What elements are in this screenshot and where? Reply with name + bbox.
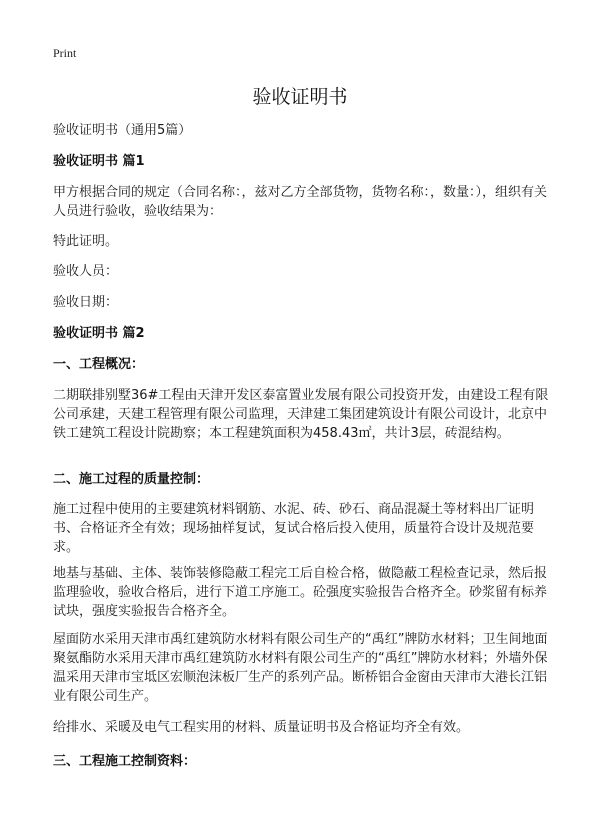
section-1-paragraph: 甲方根据合同的规定（合同名称：，兹对乙方全部货物，货物名称：，数量：），组织有关人员进行验收，验收结果为： <box>53 185 548 219</box>
section-heading-2: 验收证明书 篇2 <box>53 326 145 341</box>
part-paragraph: 地基与基础、主体、装饰装修隐蔽工程完工后自检合格，做隐蔽工程检查记录，然后报监理验收，验收合格后，进行下道工序施工。砼强度实验报告合格齐全。砂浆留有标养试块，强度实验报告合格齐全。 <box>53 566 548 619</box>
section-1-paragraph: 验收人员： <box>53 264 119 279</box>
part-paragraph: 给排水、采暖及电气工程实用的材料、质量证明书及合格证均齐全有效。 <box>53 720 470 735</box>
part-heading: 一、工程概况： <box>53 357 145 372</box>
part-paragraph: 施工过程中使用的主要建筑材料钢筋、水泥、砖、砂石、商品混凝土等材料出厂证明书、合格证齐全有效；现场抽样复试，复试合格后投入使用，质量符合设计及规范要求。 <box>53 502 535 555</box>
part-heading: 三、工程施工控制资料： <box>53 754 197 769</box>
part-paragraph: 屋面防水采用天津市禹红建筑防水材料有限公司生产的“禹红”牌防水材料；卫生间地面聚氨酯防水采用天津市禹红建筑防水材料有限公司生产的“禹红”牌防水材料；外墙外保温采用天津市宝坻区宏顺泡沫板厂生产的系列产品。断桥铝合金窗由天津市大港长江铝业有限公司生产。 <box>53 632 548 704</box>
section-1-paragraph: 验收日期： <box>53 295 119 310</box>
document-subtitle: 验收证明书（通用5篇） <box>53 123 192 138</box>
print-label[interactable]: Print <box>53 46 77 60</box>
section-heading-1: 验收证明书 篇1 <box>53 154 145 169</box>
document-title: 验收证明书 <box>252 86 348 108</box>
part-heading: 二、施工过程的质量控制： <box>53 472 210 487</box>
part-paragraph: 二期联排别墅36#工程由天津开发区泰富置业发展有限公司投资开发，由建设工程有限公司承建，天建工程管理有限公司监理，天津建工集团建筑设计有限公司设计，北京中铁工建筑工程设计院勘察；本工程建筑面积为458.43㎡，共计3层，砖混结构。 <box>53 388 549 441</box>
section-1-paragraph: 特此证明。 <box>53 234 119 249</box>
